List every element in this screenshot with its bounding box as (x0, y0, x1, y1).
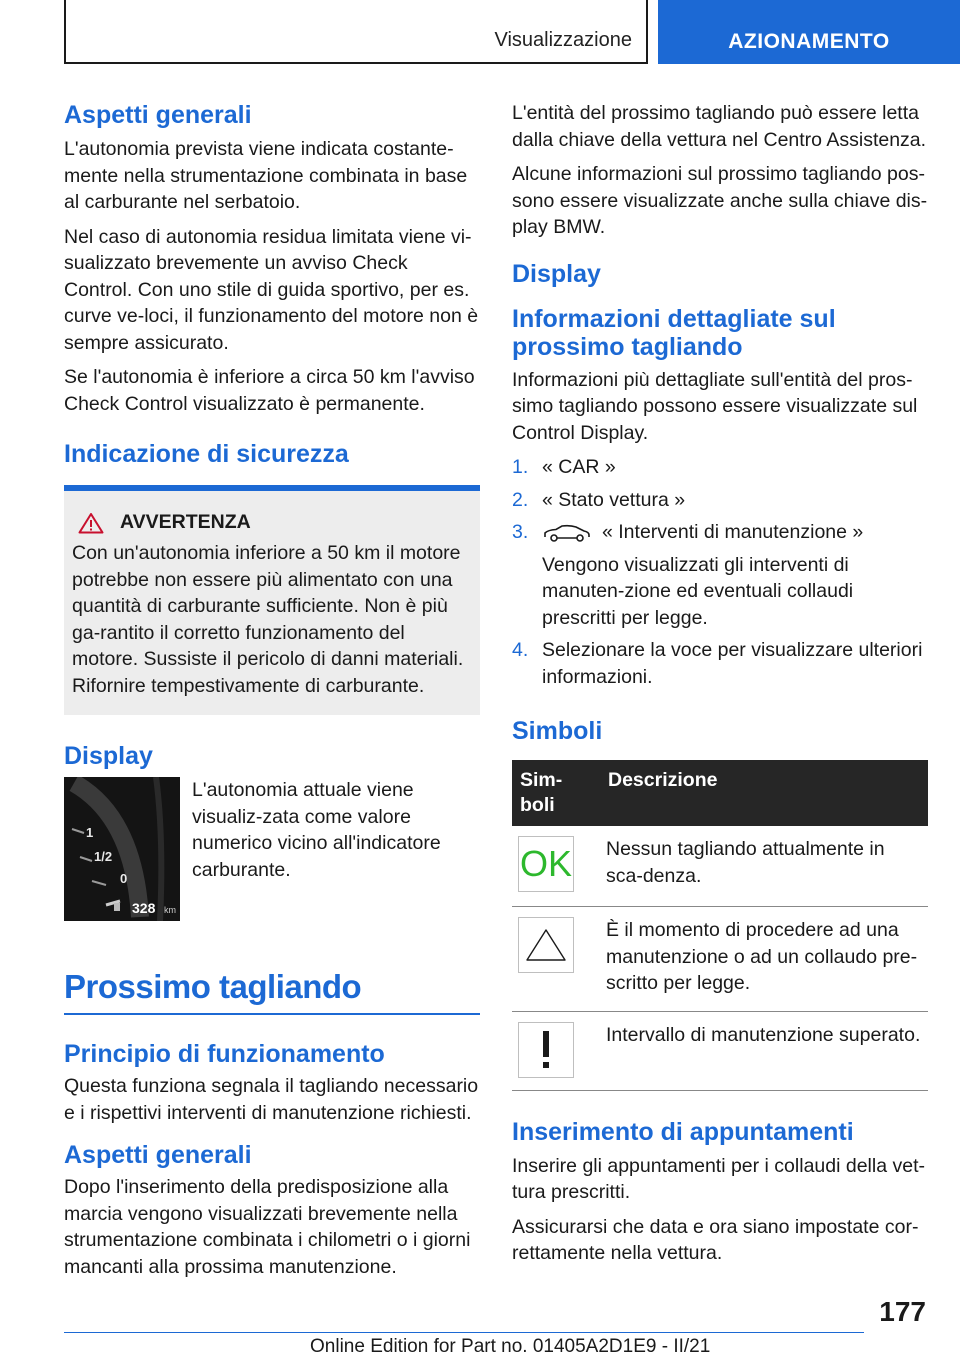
step-item (512, 519, 928, 631)
principle-text: Questa funziona segnala il tagliando necessario e i rispettivi interventi di manutenzione richiesti. (64, 1075, 479, 1124)
fuel-gauge-image (64, 777, 180, 921)
heading-next-service: Prossimo tagliando (64, 968, 362, 1005)
step-text: « Stato vettura » (542, 488, 686, 511)
paragraph: Inserire gli appuntamenti per i collaudi della vet-tura prescritti. (512, 1154, 925, 1203)
steps-list (512, 454, 928, 690)
paragraph: Se l'autonomia è inferiore a circa 50 km l'avviso Check Control visualizzato è permanente. (64, 366, 475, 415)
step-number: 4. (512, 639, 529, 661)
heading-appointments: Inserimento di appuntamenti (512, 1117, 854, 1146)
paragraph: L'entità del prossimo tagliando può essere letta dalla chiave della vettura nel Centro Assistenza. (512, 102, 927, 151)
step-number: 1. (512, 456, 529, 478)
warning-box (64, 485, 480, 715)
details-text: Informazioni più dettagliate sull'entità del pros-simo tagliando possono essere visualizzate sul Control Display. (512, 368, 918, 444)
heading-details: Informazioni dettagliate sul prossimo tagliando (512, 304, 836, 361)
row-description: È il momento di procedere ad una manutenzione o ad un collaudo pre-scritto per legge. (600, 907, 928, 1012)
header-section-box (64, 0, 648, 64)
step-number: 3. (512, 521, 529, 543)
heading-principle: Principio di funzionamento (64, 1040, 385, 1068)
heading-symbols: Simboli (512, 717, 603, 745)
ok-symbol-text: OK (519, 843, 572, 884)
column-header-description: Descrizione (600, 760, 928, 826)
paragraph: L'autonomia prevista viene indicata costante-mente nella strumentazione combinata in base al carburante nel serbatoio. (64, 138, 468, 213)
heading-safety: Indicazione di sicurezza (64, 440, 349, 468)
table-row (512, 1011, 928, 1090)
step-text: « CAR » (542, 456, 616, 478)
step-item (512, 454, 928, 481)
step-text: « Interventi di manutenzione » (602, 521, 864, 543)
heading-display-right: Display (512, 259, 601, 288)
column-header-symbols: Sim-boli (512, 760, 600, 826)
page-number: 177 (879, 1296, 926, 1327)
exclamation-icon (518, 1022, 574, 1078)
row-description: Nessun tagliando attualmente in sca-denza. (600, 826, 928, 907)
table-row (512, 826, 928, 907)
step-text: Selezionare la voce per visualizzare ulteriori informazioni. (542, 639, 923, 688)
general-2-text: Dopo l'inserimento della predisposizione alla marcia vengono visualizzati brevemente nella strumentazione combinata i chilometri o i giorni mancanti alla prossima manutenzione. (64, 1176, 471, 1278)
heading-display: Display (64, 742, 153, 770)
warning-header (78, 511, 470, 534)
step-item (512, 637, 928, 690)
right-column (512, 100, 928, 1275)
left-column (64, 100, 480, 1288)
paragraph: Assicurarsi che data e ora siano impostate cor-rettamente nella vettura. (512, 1215, 919, 1264)
symbols-table (512, 760, 928, 1091)
display-row (64, 777, 480, 921)
step-number: 2. (512, 488, 529, 511)
header-section-title: Visualizzazione (494, 29, 632, 51)
warning-triangle-icon (518, 917, 574, 973)
paragraph: Nel caso di autonomia residua limitata viene vi-sualizzato brevemente un avviso Check Control. Con uno stile di guida sportivo, per es. curve ve-loci, il funzionamento del motore non è sempre assicurato. (64, 225, 479, 354)
gauge-scale-full: 1 (86, 825, 94, 840)
row-description: Intervallo di manutenzione superato. (600, 1011, 928, 1090)
footer-edition: Online Edition for Part no. 01405A2D1E9 - II/21 (310, 1336, 711, 1357)
warning-text: Con un'autonomia inferiore a 50 km il motore potrebbe non essere più alimentato con una quantità di carburante sufficiente. Non è più ga-rantito il corretto funzionamento del motore. Sussiste il pericolo di danni materiali. Rifornire tempestivamente di carburante. (72, 542, 464, 697)
step-subtext: Vengono visualizzati gli interventi di manuten-zione ed eventuali collaudi prescritti per legge. (542, 553, 854, 629)
warning-triangle-icon (78, 512, 104, 534)
heading-general: Aspetti generali (64, 101, 252, 129)
warning-title: AVVERTENZA (120, 511, 251, 533)
footer-divider (64, 1332, 864, 1333)
car-icon (542, 524, 592, 542)
ok-icon (518, 836, 574, 892)
gauge-range-value: 328 (132, 900, 156, 916)
display-text: L'autonomia attuale viene visualiz-zata come valore numerico vicino all'indicatore carburante. (192, 779, 441, 881)
heading-general-2: Aspetti generali (64, 1141, 252, 1169)
gauge-range-unit: km (164, 905, 176, 915)
gauge-scale-empty: 0 (120, 871, 128, 886)
step-item (512, 487, 928, 514)
paragraph: Alcune informazioni sul prossimo tagliando pos-sono essere visualizzate anche sulla chiave dis-play BMW. (512, 163, 928, 238)
service-heading-block (64, 967, 480, 1015)
gauge-scale-half: 1/2 (94, 849, 113, 864)
header-chapter-tab: AZIONAMENTO (658, 0, 960, 64)
table-row (512, 907, 928, 1012)
